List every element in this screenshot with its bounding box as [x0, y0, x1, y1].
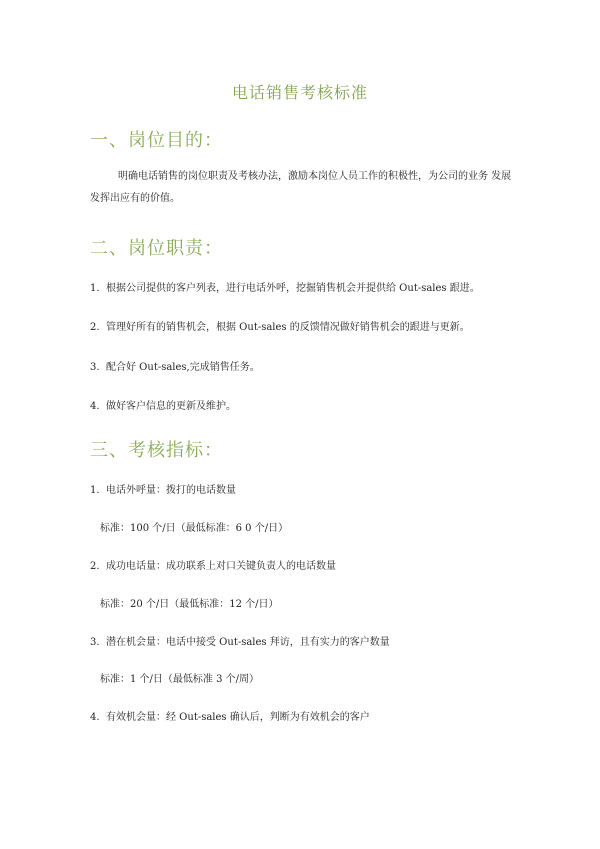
duty-item-number: 3.: [90, 362, 100, 373]
kpi-item-text: 潜在机会量：电话中接受 Out-sales 拜访，且有实力的客户数量: [106, 637, 390, 648]
kpi-item: [90, 481, 236, 496]
duty-item-number: 1.: [90, 283, 100, 294]
duty-item-text: 根据公司提供的客户列表，进行电话外呼，挖掘销售机会并提供给 Out-sales 跟进。: [106, 283, 480, 294]
duty-item-text: 做好客户信息的更新及维护。: [106, 401, 236, 412]
duty-item-number: 4.: [90, 401, 100, 412]
duty-item: [90, 358, 260, 373]
duty-item: [90, 397, 236, 412]
kpi-standard: 标准：20 个/日（最低标准：12 个/日）: [100, 599, 279, 610]
duty-item-number: 2.: [90, 322, 100, 333]
kpi-standard: 标准：1 个/日（最低标准 3 个/周）: [100, 674, 259, 685]
duty-item: [90, 279, 480, 294]
kpi-item-number: 3.: [90, 637, 100, 648]
purpose-paragraph: 明确电话销售的岗位职责及考核办法，激励本岗位人员工作的积极性，为公司的业务 发展发挥出应有的价值。: [90, 171, 512, 204]
kpi-item: [90, 708, 370, 723]
kpi-item-text: 电话外呼量：拨打的电话数量: [106, 485, 236, 496]
kpi-item: [90, 557, 336, 572]
kpi-standard: 标准：100 个/日（最低标准：6 0 个/日）: [100, 523, 289, 534]
kpi-item-number: 1.: [90, 485, 100, 496]
section-heading-kpi: 三、考核指标：: [90, 440, 223, 461]
section-heading-purpose: 一、岗位目的：: [90, 130, 223, 151]
document-title: 电话销售考核标准: [231, 83, 368, 102]
duty-item: [90, 318, 470, 333]
duty-item-text: 管理好所有的销售机会，根据 Out-sales 的反馈情况做好销售机会的跟进与更新。: [106, 322, 470, 333]
duty-item-text: 配合好 Out-sales,完成销售任务。: [106, 362, 260, 373]
kpi-item-text: 成功电话量：成功联系上对口关键负责人的电话数量: [106, 561, 336, 572]
kpi-item: [90, 633, 390, 648]
kpi-item-number: 4.: [90, 712, 100, 723]
kpi-item-text: 有效机会量：经 Out-sales 确认后，判断为有效机会的客户: [106, 712, 370, 723]
kpi-item-number: 2.: [90, 561, 100, 572]
section-heading-duties: 二、岗位职责：: [90, 238, 223, 259]
